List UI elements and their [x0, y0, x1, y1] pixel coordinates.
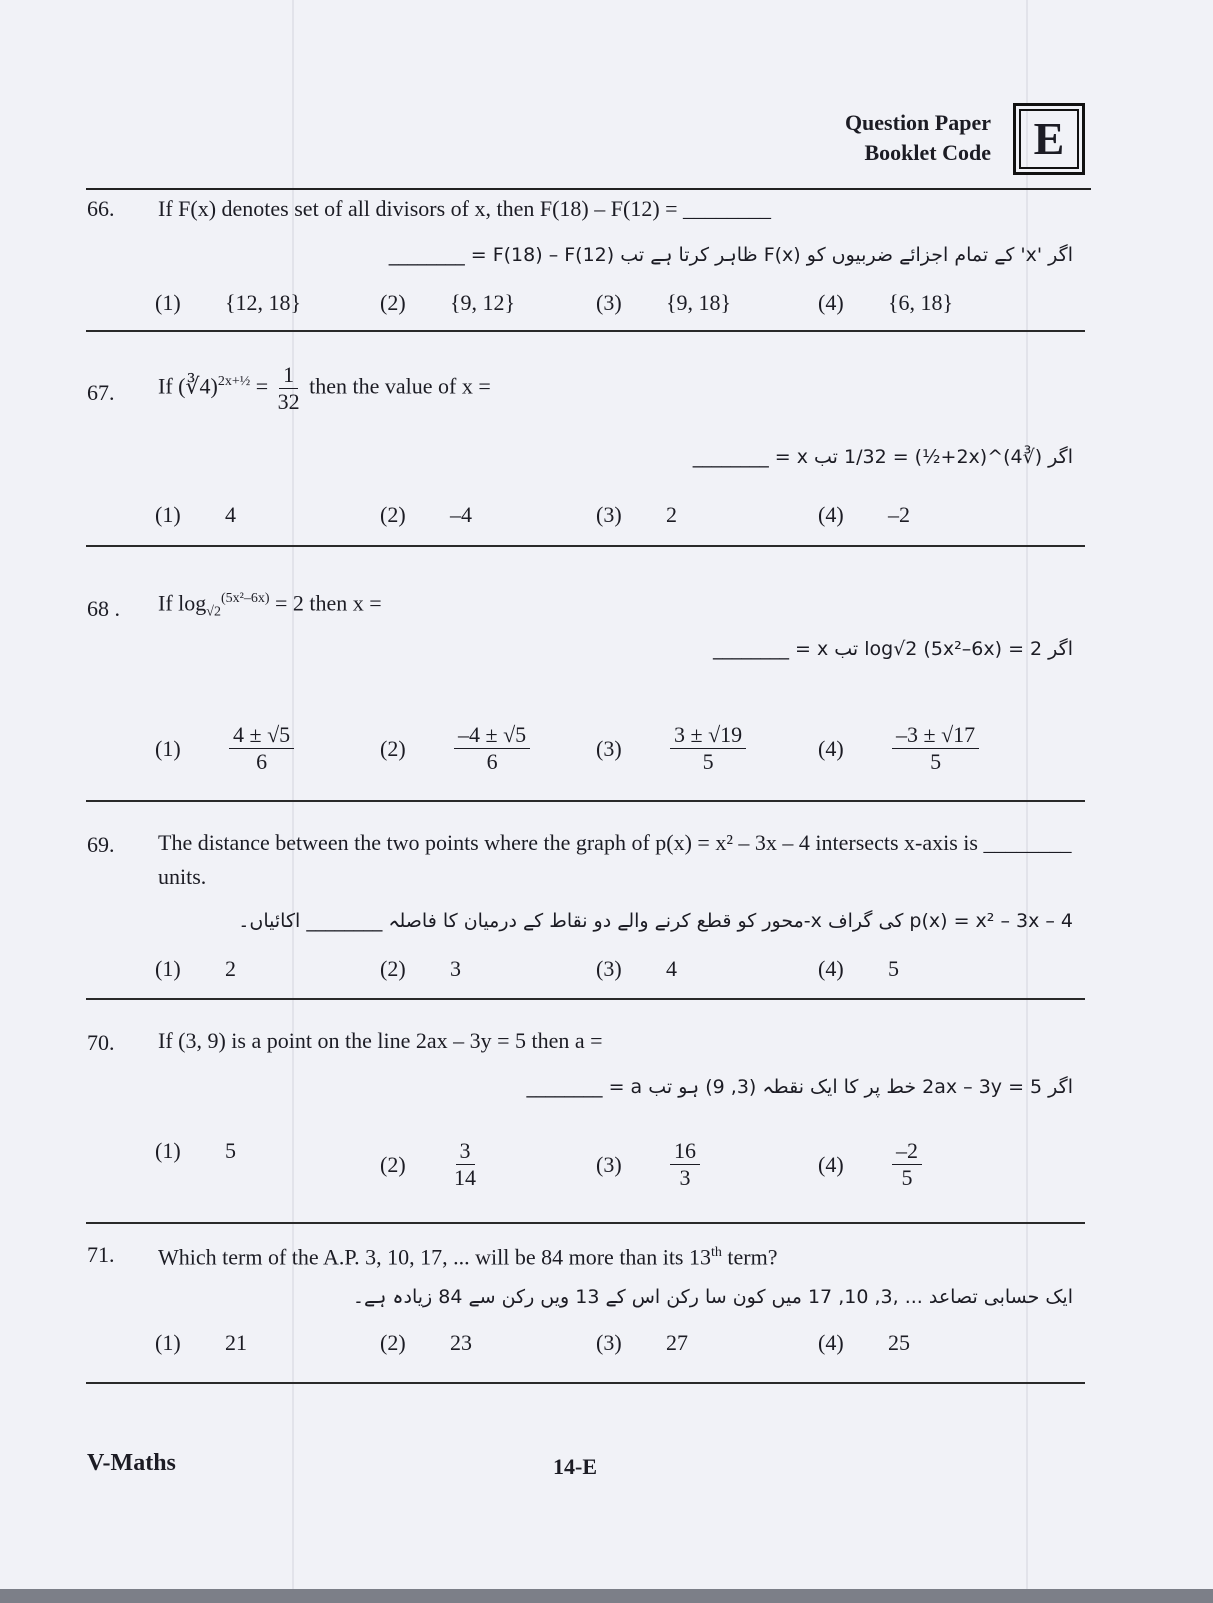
- option-3[interactable]: (3) {9, 18}: [596, 290, 732, 315]
- option-2[interactable]: (2) $\frac{3}{14}$: [380, 1138, 476, 1190]
- question-text-english: If (∛4)$^{2x+\frac{1}{2}}$ = $\frac{1}{32}$ then the value of x =: [158, 362, 491, 414]
- question-number: 66.: [87, 196, 115, 221]
- question-divider: [86, 330, 1085, 332]
- question-text-english: The distance between the two points where the graph of p(x) = x² – 3x – 4 intersects x-axis is ________ units.: [158, 830, 1072, 889]
- booklet-code-label: [845, 108, 991, 168]
- question-text-english: If F(x) denotes set of all divisors of x, then F(18) – F(12) = ________: [158, 196, 772, 221]
- question-divider: [86, 1382, 1085, 1384]
- question-text-urdu: اگر (∛4)^(2x+½) = 1/32 تب x = ________: [692, 446, 1073, 468]
- question-text-urdu: ایک حسابی تصاعد ... ,3, 10, 17 میں کون سا رکن اس کے 13 ویں رکن سے 84 زیادہ ہے۔: [352, 1286, 1073, 1308]
- option-2[interactable]: (2) $\frac{-4 \pm √5}{6}$: [380, 722, 534, 775]
- question-divider: [86, 998, 1085, 1000]
- question-text-english: Which term of the A.P. 3, 10, 17, ... will be 84 more than its 13th term?: [158, 1244, 778, 1270]
- question-text-english: If (3, 9) is a point on the line 2ax – 3y = 5 then a =: [158, 1028, 603, 1053]
- question-text-english: If $\log_{√2}^{(5x^2-6x)} = 2$ then x =: [158, 590, 382, 620]
- question-number: 68 .: [87, 596, 120, 621]
- option-3[interactable]: (3) 27: [596, 1330, 688, 1355]
- option-4[interactable]: (4) 25: [818, 1330, 910, 1355]
- option-3[interactable]: (3) $\frac{3 \pm √19}{5}$: [596, 722, 750, 775]
- scan-edge: [0, 1589, 1213, 1603]
- option-4[interactable]: (4) $\frac{-3 \pm √17}{5}$: [818, 722, 983, 775]
- question-text-urdu: اگر 'x' کے تمام اجزائے ضربیوں کو F(x) ظاہر کرتا ہے تب F(18) – F(12) = ________: [388, 244, 1073, 266]
- option-4[interactable]: (4) 5: [818, 956, 899, 981]
- option-2[interactable]: (2) –4: [380, 502, 472, 527]
- question-number: 69.: [87, 832, 115, 857]
- option-4[interactable]: (4) –2: [818, 502, 910, 527]
- option-1[interactable]: (1) {12, 18}: [155, 290, 302, 315]
- option-1[interactable]: (1) 21: [155, 1330, 247, 1355]
- question-text-urdu: p(x) = x² – 3x – 4 کی گراف x-محور کو قطع کرنے والے دو نقاط کے درمیان کا فاصلہ ________ اکائیاں۔: [238, 910, 1073, 932]
- option-2[interactable]: (2) {9, 12}: [380, 290, 516, 315]
- header-divider: [86, 188, 1091, 190]
- paper-fold: [292, 0, 294, 1603]
- option-3[interactable]: (3) 2: [596, 502, 677, 527]
- option-3[interactable]: (3) 4: [596, 956, 677, 981]
- question-number: 71.: [87, 1242, 115, 1267]
- question-divider: [86, 1222, 1085, 1224]
- question-divider: [86, 545, 1085, 547]
- option-3[interactable]: (3) $\frac{16}{3}$: [596, 1138, 704, 1191]
- option-1[interactable]: (1) $\frac{4 \pm √5}{6}$: [155, 722, 298, 775]
- question-number: 70.: [87, 1030, 115, 1055]
- booklet-code-box: E: [1013, 103, 1085, 175]
- footer-page-number: 14-E: [553, 1454, 597, 1479]
- question-divider: [86, 800, 1085, 802]
- option-1[interactable]: (1) 2: [155, 956, 236, 981]
- paper-fold: [1026, 0, 1028, 1603]
- option-1[interactable]: (1) 5: [155, 1138, 236, 1163]
- option-4[interactable]: (4) {6, 18}: [818, 290, 954, 315]
- question-text-urdu: اگر log√2 (5x²–6x) = 2 تب x = ________: [712, 638, 1073, 660]
- option-2[interactable]: (2) 3: [380, 956, 461, 981]
- footer-subject: V-Maths: [87, 1450, 176, 1476]
- header-line-2: Booklet Code: [864, 140, 991, 165]
- option-4[interactable]: (4) $\frac{-2}{5}$: [818, 1138, 926, 1191]
- header-line-1: Question Paper: [844, 110, 991, 135]
- option-1[interactable]: (1) 4: [155, 502, 236, 527]
- question-text-urdu: اگر 2ax – 3y = 5 خط پر کا ایک نقطہ (3, 9) ہو تب a = ________: [526, 1076, 1073, 1098]
- question-number: 67.: [87, 380, 115, 405]
- option-2[interactable]: (2) 23: [380, 1330, 472, 1355]
